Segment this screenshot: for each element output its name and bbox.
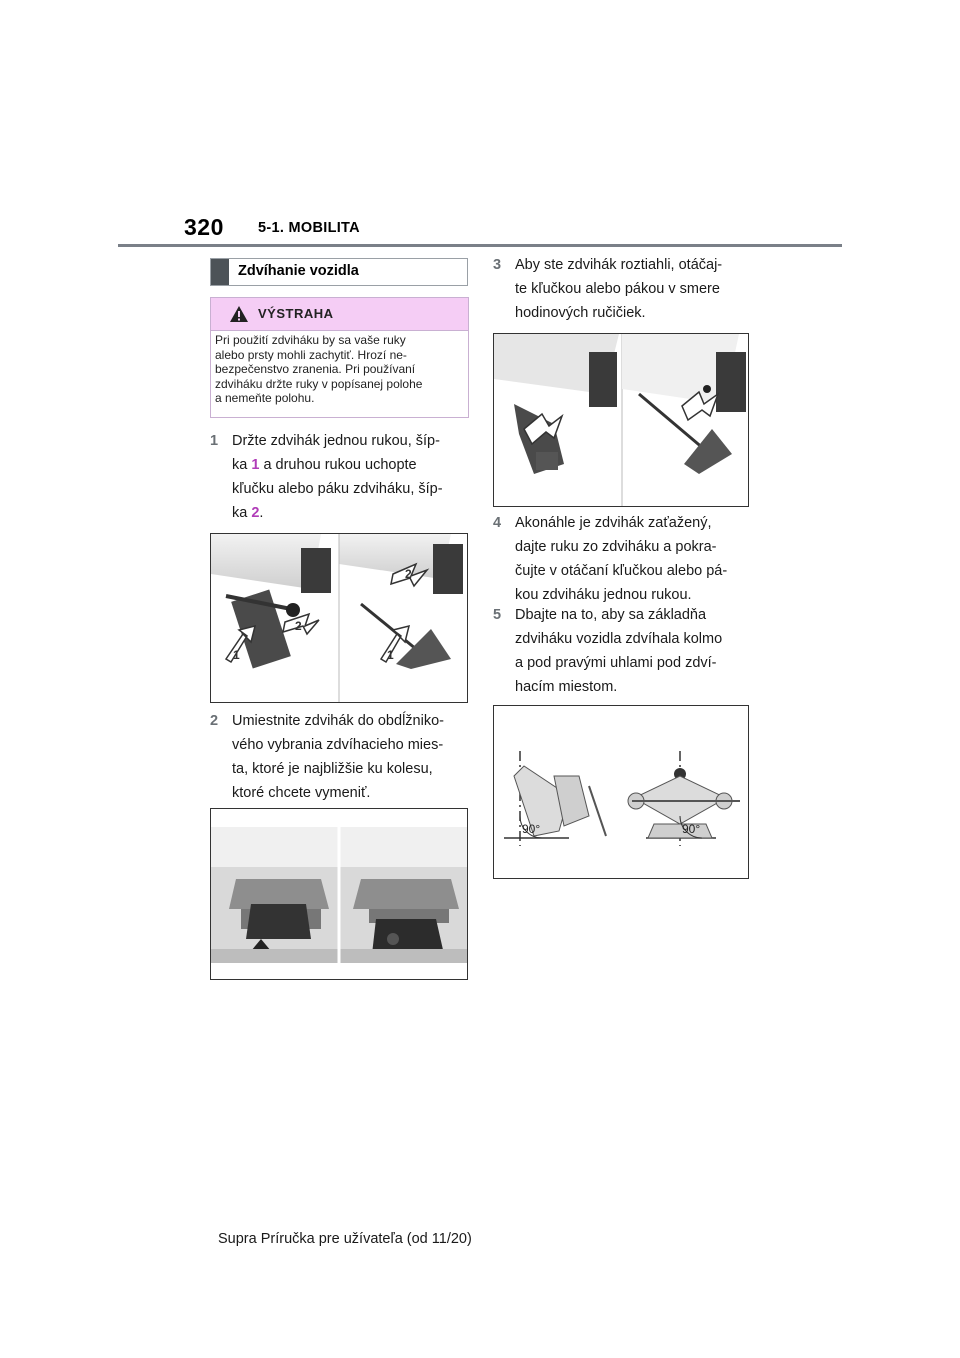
step-line: Aby ste zdvihák roztiahli, otáčaj-: [515, 257, 723, 273]
figure-jack-holding-illustration: [211, 534, 467, 702]
angle-label: 90°: [522, 822, 541, 836]
warning-line: zdviháku držte ruky v popísanej polohe: [215, 376, 423, 391]
step-1: [210, 429, 472, 525]
arrow-label: 1: [387, 648, 394, 662]
step-5: [493, 603, 755, 699]
step-line: ka 2.: [232, 505, 264, 521]
step-body: [515, 603, 722, 699]
step-line: te kľučkou alebo pákou v smere: [515, 281, 720, 297]
step-number: 4: [493, 515, 502, 531]
step-number: 5: [493, 607, 502, 623]
step-body: [232, 429, 443, 525]
footer-text: Supra Príručka pre užívateľa (od 11/20): [218, 1231, 472, 1247]
angle-label: 90°: [682, 822, 701, 836]
warning-line: bezpečenstvo zranenia. Pri používaní: [215, 362, 416, 376]
section-title: 5-1. MOBILITA: [258, 220, 360, 236]
step-line: Akonáhle je zdvihák zaťažený,: [515, 515, 712, 531]
step-line: kľučku alebo páku zdviháku, šíp-: [232, 481, 443, 497]
warning-line: a nemeňte polohu.: [215, 391, 315, 405]
arrow-reference: 2: [251, 505, 260, 521]
figure-jack-holding: [210, 533, 468, 703]
step-line: dajte ruku zo zdviháku a pokra-: [515, 539, 717, 555]
arrow-reference: 1: [251, 457, 260, 473]
figure-jack-placement: [210, 808, 468, 980]
step-line: ta, ktoré je najbližšie ku kolesu,: [232, 761, 433, 777]
step-line: kou zdviháku jednou rukou.: [515, 587, 692, 603]
warning-triangle-icon: [229, 305, 249, 323]
figure-jack-cranking-illustration: [494, 334, 748, 506]
step-line: Držte zdvihák jednou rukou, šíp-: [232, 433, 440, 449]
arrow-label: 2: [405, 567, 412, 581]
step-line: a pod pravými uhlami pod zdví-: [515, 655, 717, 671]
warning-box: [210, 297, 469, 418]
step-line: zdviháku vozidla zdvíhala kolmo: [515, 631, 723, 647]
step-line: Dbajte na to, aby sa základňa: [515, 607, 707, 623]
step-line: hodinových ručičiek.: [515, 305, 646, 321]
warning-text: [215, 333, 465, 406]
step-line: hacím miestom.: [515, 679, 618, 695]
warning-header: [211, 298, 468, 331]
figure-jack-cranking: [493, 333, 749, 507]
figure-jack-placement-illustration: [211, 809, 467, 979]
page-number: 320: [184, 214, 224, 240]
section-heading-text: Zdvíhanie vozidla: [238, 263, 359, 279]
arrow-label: 2: [295, 619, 302, 633]
header-rule: [118, 244, 842, 247]
section-heading: [210, 258, 468, 286]
step-body: [515, 511, 727, 607]
step-line: ka 1 a druhou rukou uchopte: [232, 457, 417, 473]
step-body: [515, 253, 722, 325]
warning-line: Pri použití zdviháku by sa vaše ruky: [215, 333, 406, 347]
section-heading-bar: [211, 259, 229, 285]
step-line: vého vybrania zdvíhacieho mies-: [232, 737, 444, 753]
figure-jack-angles: [493, 705, 749, 879]
step-number: 2: [210, 713, 219, 729]
step-number: 1: [210, 433, 219, 449]
step-2: [210, 709, 472, 805]
step-number: 3: [493, 257, 502, 273]
step-line: Umiestnite zdvihák do obdĺžniko-: [232, 713, 444, 729]
warning-line: alebo prsty mohli zachytiť. Hrozí ne-: [215, 347, 407, 362]
figure-jack-angles-illustration: [494, 706, 748, 878]
step-3: [493, 253, 755, 325]
warning-title: VÝSTRAHA: [258, 306, 334, 321]
step-body: [232, 709, 444, 805]
arrow-label: 1: [233, 648, 240, 662]
step-line: čujte v otáčaní kľučkou alebo pá-: [515, 563, 728, 579]
step-line: ktoré chcete vymeniť.: [232, 785, 371, 801]
step-4: [493, 511, 755, 607]
